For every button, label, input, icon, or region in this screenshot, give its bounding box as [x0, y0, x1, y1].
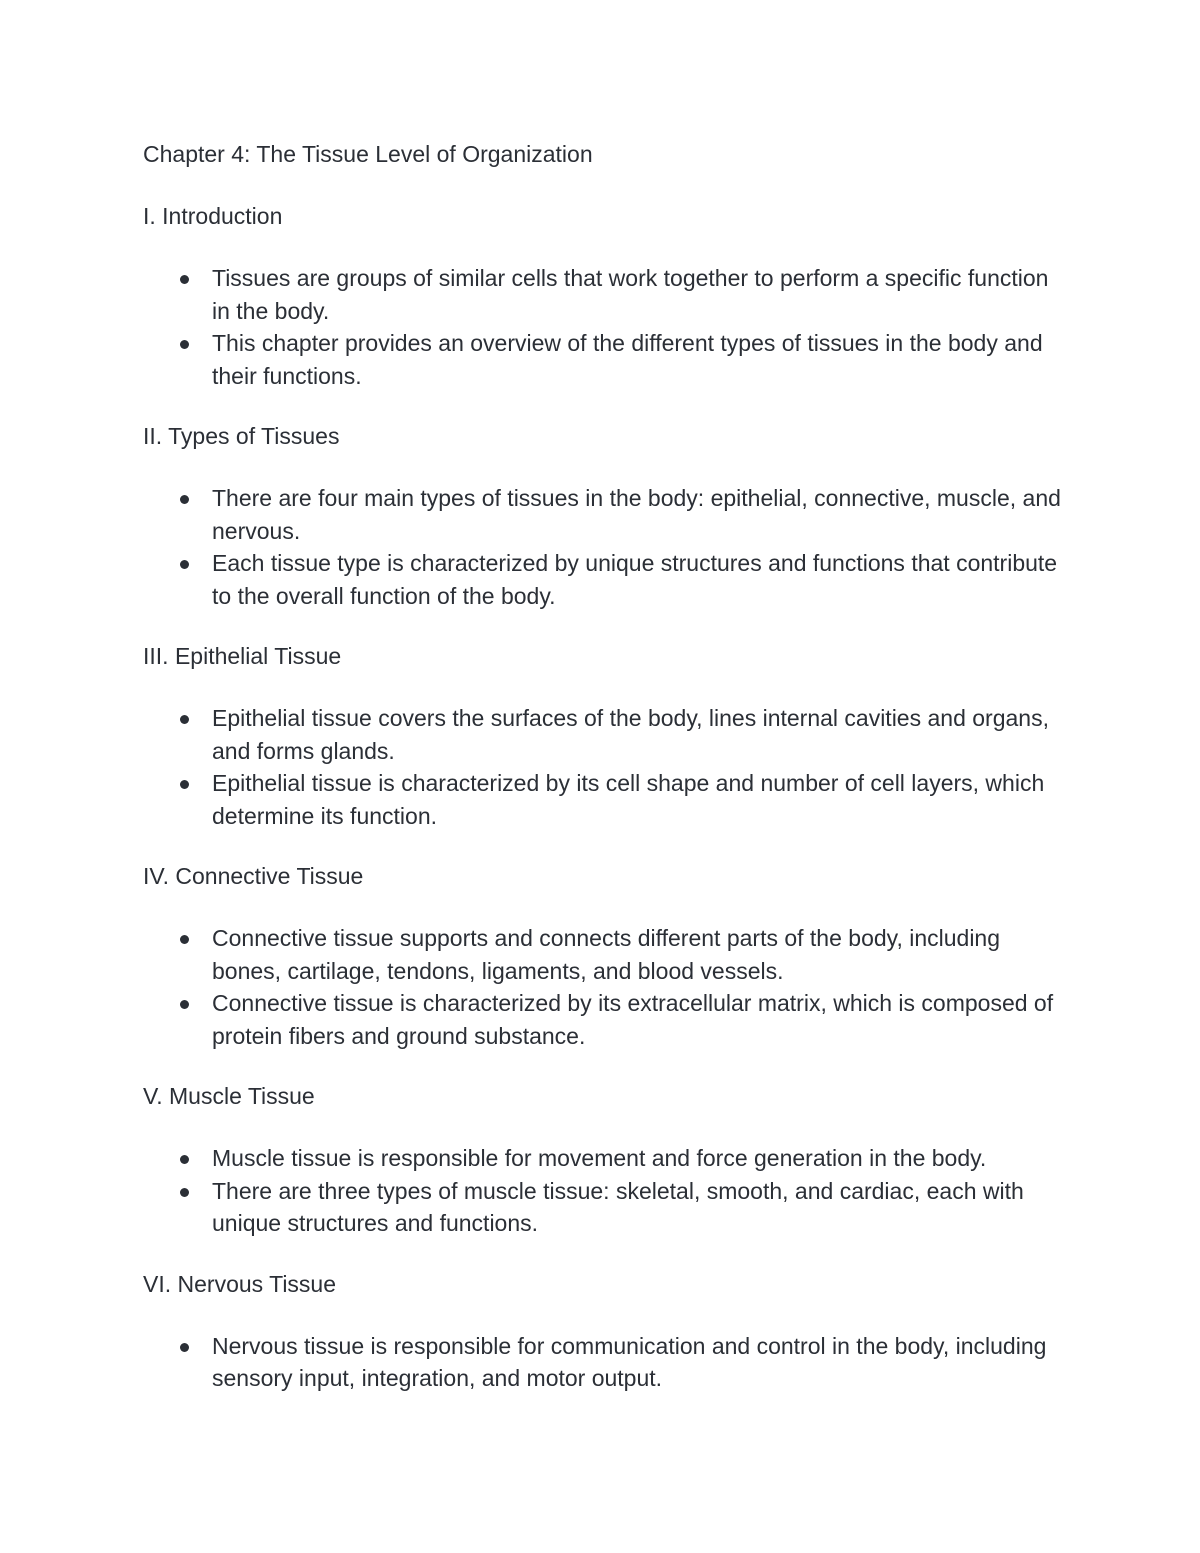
bullet-list	[143, 1142, 1063, 1240]
section-introduction	[143, 200, 1063, 392]
document-title: Chapter 4: The Tissue Level of Organization	[143, 141, 593, 167]
list-item	[143, 987, 1063, 1052]
list-item	[143, 702, 1063, 767]
list-item	[143, 482, 1063, 547]
bullet-dot-icon	[180, 715, 189, 724]
list-item	[143, 262, 1063, 327]
section-epithelial-tissue	[143, 640, 1063, 832]
section-connective-tissue	[143, 860, 1063, 1052]
section-heading: V. Muscle Tissue	[143, 1083, 315, 1109]
list-item	[143, 1330, 1063, 1395]
bullet-dot-icon	[180, 495, 189, 504]
list-item-text: Tissues are groups of similar cells that work together to perform a specific function in the body.	[212, 265, 1049, 324]
bullet-dot-icon	[180, 1000, 189, 1009]
list-item-text: There are three types of muscle tissue: skeletal, smooth, and cardiac, each with unique structures and functions.	[212, 1177, 1024, 1236]
list-item-text: Epithelial tissue covers the surfaces of the body, lines internal cavities and organs, and forms glands.	[212, 705, 1049, 764]
bullet-list	[143, 262, 1063, 392]
section-heading: I. Introduction	[143, 203, 283, 229]
list-item-text: Connective tissue supports and connects different parts of the body, including bones, cartilage, tendons, ligaments, and blood vessels.	[212, 925, 1001, 984]
bullet-dot-icon	[180, 1188, 189, 1197]
list-item	[143, 327, 1063, 392]
bullet-list	[143, 1330, 1063, 1395]
bullet-list	[143, 482, 1063, 612]
list-item-text: Connective tissue is characterized by its extracellular matrix, which is composed of protein fibers and ground substance.	[212, 990, 1054, 1049]
list-item	[143, 1142, 1063, 1175]
list-item	[143, 922, 1063, 987]
bullet-dot-icon	[180, 935, 189, 944]
bullet-dot-icon	[180, 340, 189, 349]
section-muscle-tissue	[143, 1080, 1063, 1240]
document-page	[143, 138, 1063, 1423]
bullet-dot-icon	[180, 780, 189, 789]
list-item	[143, 767, 1063, 832]
bullet-dot-icon	[180, 560, 189, 569]
list-item-text: Muscle tissue is responsible for movement and force generation in the body.	[212, 1145, 987, 1171]
bullet-dot-icon	[180, 275, 189, 284]
section-heading: II. Types of Tissues	[143, 423, 340, 449]
section-nervous-tissue	[143, 1268, 1063, 1395]
bullet-list	[143, 702, 1063, 832]
section-heading: III. Epithelial Tissue	[143, 643, 342, 669]
section-heading: IV. Connective Tissue	[143, 863, 364, 889]
list-item	[143, 547, 1063, 612]
list-item-text: Epithelial tissue is characterized by its cell shape and number of cell layers, which determine its function.	[212, 770, 1045, 829]
list-item-text: There are four main types of tissues in the body: epithelial, connective, muscle, and nervous.	[212, 485, 1061, 544]
list-item-text: Each tissue type is characterized by unique structures and functions that contribute to the overall function of the body.	[212, 550, 1058, 609]
section-types-of-tissues	[143, 420, 1063, 612]
list-item	[143, 1175, 1063, 1240]
bullet-dot-icon	[180, 1155, 189, 1164]
section-heading: VI. Nervous Tissue	[143, 1270, 337, 1297]
list-item-text: Nervous tissue is responsible for communication and control in the body, including sensory input, integration, and motor output.	[212, 1332, 1047, 1391]
bullet-list	[143, 922, 1063, 1052]
list-item-text: This chapter provides an overview of the different types of tissues in the body and their functions.	[212, 330, 1043, 389]
bullet-dot-icon	[180, 1343, 189, 1352]
